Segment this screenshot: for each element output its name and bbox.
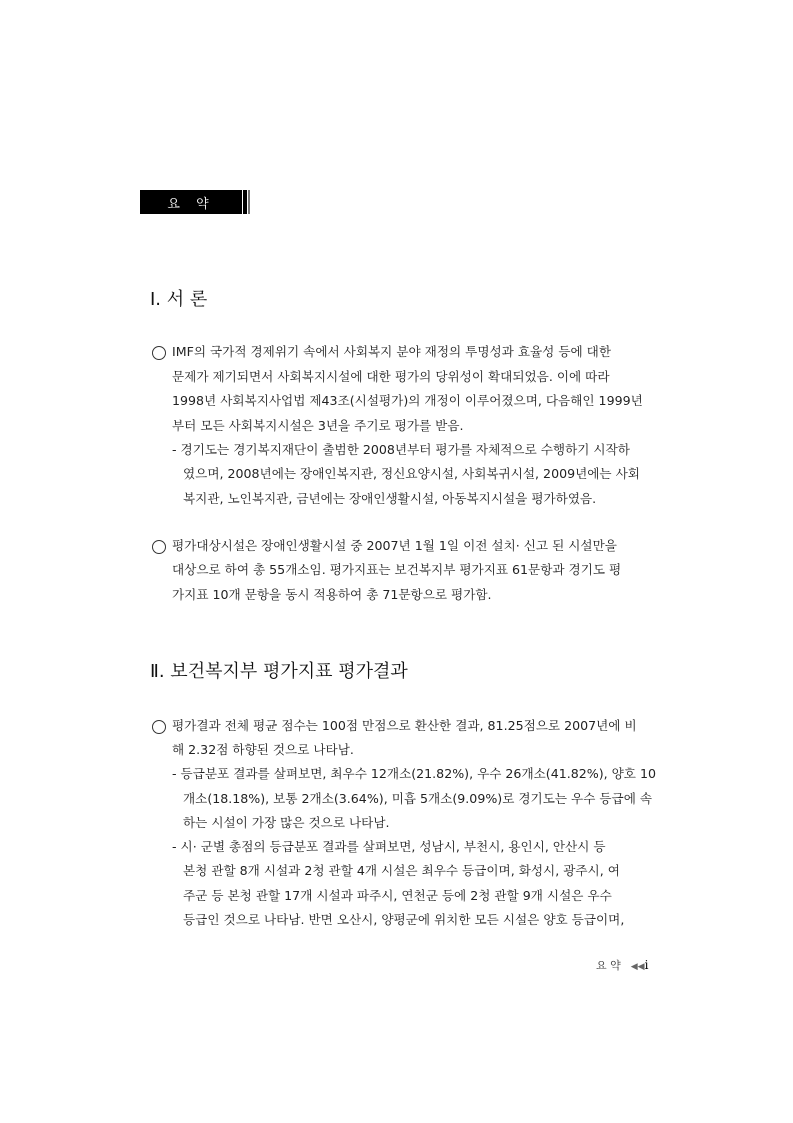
footer-arrows-icon: ◀◀ — [630, 962, 645, 972]
summary-tag-accent — [243, 190, 247, 214]
bullet-circle-icon — [152, 720, 166, 734]
summary-tag: 요 약 — [140, 190, 242, 214]
bullet-circle-icon — [152, 346, 166, 360]
section1-p1-sub-line: 였으며, 2008년에는 장애인복지관, 정신요양시설, 사회복귀시설, 2009년에는 사회 — [183, 466, 640, 481]
section1-p1-sub-line: - 경기도는 경기복지재단이 출범한 2008년부터 평가를 자체적으로 수행하기 시작하 — [172, 442, 630, 457]
section2-sub2-line: 등급인 것으로 나타남. 반면 오산시, 양평군에 위치한 모든 시설은 양호 등급이며, — [183, 912, 625, 927]
page-number: i — [644, 958, 649, 972]
section1-p2-line: 가지표 10개 문항을 동시 적용하여 총 71문항으로 평가함. — [172, 587, 492, 602]
section1-heading: Ⅰ. 서 론 — [150, 289, 208, 310]
section1-p1-line: IMF의 국가적 경제위기 속에서 사회복지 분야 재정의 투명성과 효율성 등에 대한 — [172, 344, 611, 359]
bullet-circle-icon — [152, 540, 166, 554]
section1-p2-line: 대상으로 하여 총 55개소임. 평가지표는 보건복지부 평가지표 61문항과 경기도 평 — [172, 562, 622, 577]
page-footer — [596, 957, 648, 973]
section2-sub2-line: 주군 등 본청 관할 17개 시설과 파주시, 연천군 등에 2청 관할 9개 시설은 우수 — [183, 888, 612, 903]
section2-sub2-line: - 시· 군별 총점의 등급분포 결과를 살펴보면, 성남시, 부천시, 용인시, 안산시 등 — [172, 839, 606, 854]
section1-p1-line: 1998년 사회복지사업법 제43조(시설평가)의 개정이 이루어졌으며, 다음해인 1999년 — [172, 393, 643, 408]
section2-sub1-line: 하는 시설이 가장 많은 것으로 나타남. — [183, 815, 390, 830]
section2-sub2-line: 본청 관할 8개 시설과 2청 관할 4개 시설은 최우수 등급이며, 화성시, 광주시, 여 — [183, 863, 620, 878]
section1-p1-sub-line: 복지관, 노인복지관, 금년에는 장애인생활시설, 아동복지시설을 평가하였음. — [183, 491, 597, 506]
section1-p1-line: 문제가 제기되면서 사회복지시설에 대한 평가의 당위성이 확대되었음. 이에 따라 — [172, 369, 610, 384]
section2-p1-line: 평가결과 전체 평균 점수는 100점 만점으로 환산한 결과, 81.25점으로 2007년에 비 — [172, 718, 637, 733]
section2-p1-line: 해 2.32점 하향된 것으로 나타남. — [172, 742, 354, 757]
section2-sub1-line: - 등급분포 결과를 살펴보면, 최우수 12개소(21.82%), 우수 26개소(41.82%), 양호 10 — [172, 766, 656, 781]
section1-p1-line: 부터 모든 사회복지시설은 3년을 주기로 평가를 받음. — [172, 418, 464, 433]
summary-tag-accent-thin — [248, 190, 250, 214]
footer-label: 요 약 — [596, 959, 621, 972]
section2-heading: Ⅱ. 보건복지부 평가지표 평가결과 — [150, 661, 408, 682]
section2-sub1-line: 개소(18.18%), 보통 2개소(3.64%), 미흡 5개소(9.09%)로 경기도는 우수 등급에 속 — [183, 791, 653, 806]
section1-p2-line: 평가대상시설은 장애인생활시설 중 2007년 1월 1일 이전 설치· 신고 된 시설만을 — [172, 538, 617, 553]
